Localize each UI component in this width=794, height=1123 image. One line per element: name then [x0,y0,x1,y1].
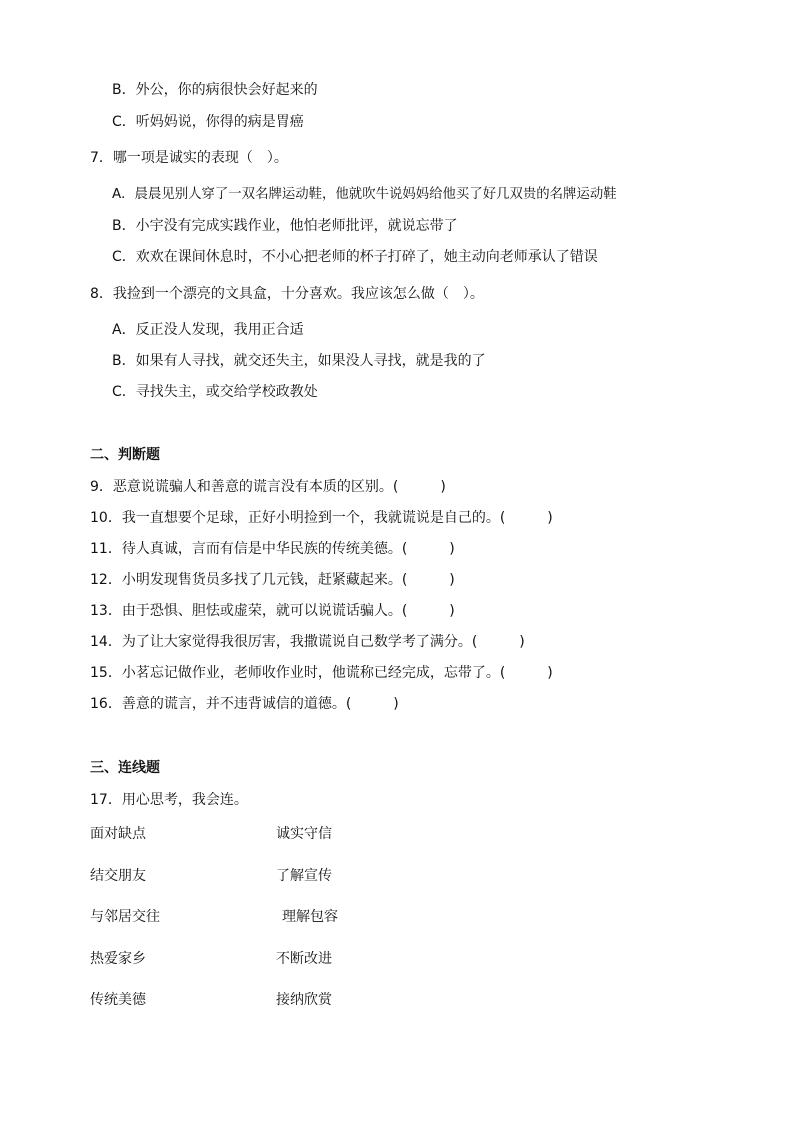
q7-option-c: C．欢欢在课间休息时，不小心把老师的杯子打碎了，她主动向老师承认了错误 [112,249,598,265]
section-3-title: 三、连线题 [90,760,160,776]
true-false-item: 15．小茗忘记做作业，老师收作业时，他谎称已经完成，忘带了。( ) [90,665,553,681]
match-right-item: 接纳欣赏 [276,992,332,1008]
match-left-item: 结交朋友 [90,868,146,884]
q6-option-b: B．外公，你的病很快会好起来的 [112,82,318,98]
match-right-item: 了解宣传 [276,868,332,884]
true-false-item: 12．小明发现售货员多找了几元钱，赶紧藏起来。( ) [90,572,455,588]
q17-stem: 17．用心思考，我会连。 [90,792,248,808]
true-false-item: 11．待人真诚，言而有信是中华民族的传统美德。( ) [90,541,455,557]
match-left-item: 与邻居交往 [90,909,160,925]
q8-option-a: A．反正没人发现，我用正合适 [112,322,304,338]
true-false-item: 16．善意的谎言，并不违背诚信的道德。( ) [90,696,399,712]
q7-option-a: A．晨晨见别人穿了一双名牌运动鞋，他就吹牛说妈妈给他买了好几双贵的名牌运动鞋 [112,187,617,202]
q8-option-c: C．寻找失主，或交给学校政教处 [112,384,318,400]
q8-stem: 8．我捡到一个漂亮的文具盒，十分喜欢。我应该怎么做（ ）。 [90,286,484,302]
true-false-item: 14．为了让大家觉得我很厉害，我撒谎说自己数学考了满分。( ) [90,634,525,650]
q7-stem: 7．哪一项是诚实的表现（ ）。 [90,150,288,166]
match-left-item: 面对缺点 [90,826,146,842]
match-right-item: 诚实守信 [276,826,332,842]
match-right-item: 理解包容 [282,909,338,925]
true-false-item: 13．由于恐惧、胆怯或虚荣，就可以说谎话骗人。( ) [90,603,455,619]
match-left-item: 热爱家乡 [90,951,146,967]
true-false-item: 10．我一直想要个足球，正好小明捡到一个，我就谎说是自己的。( ) [90,510,553,526]
q6-option-c: C．听妈妈说，你得的病是胃癌 [112,114,304,130]
match-left-item: 传统美德 [90,992,146,1008]
match-right-item: 不断改进 [276,951,332,967]
true-false-item: 9．恶意说谎骗人和善意的谎言没有本质的区别。( ) [90,479,446,495]
q7-option-b: B．小宇没有完成实践作业，他怕老师批评，就说忘带了 [112,218,458,234]
q8-option-b: B．如果有人寻找，就交还失主，如果没人寻找，就是我的了 [112,353,486,369]
section-2-title: 二、判断题 [90,447,160,463]
